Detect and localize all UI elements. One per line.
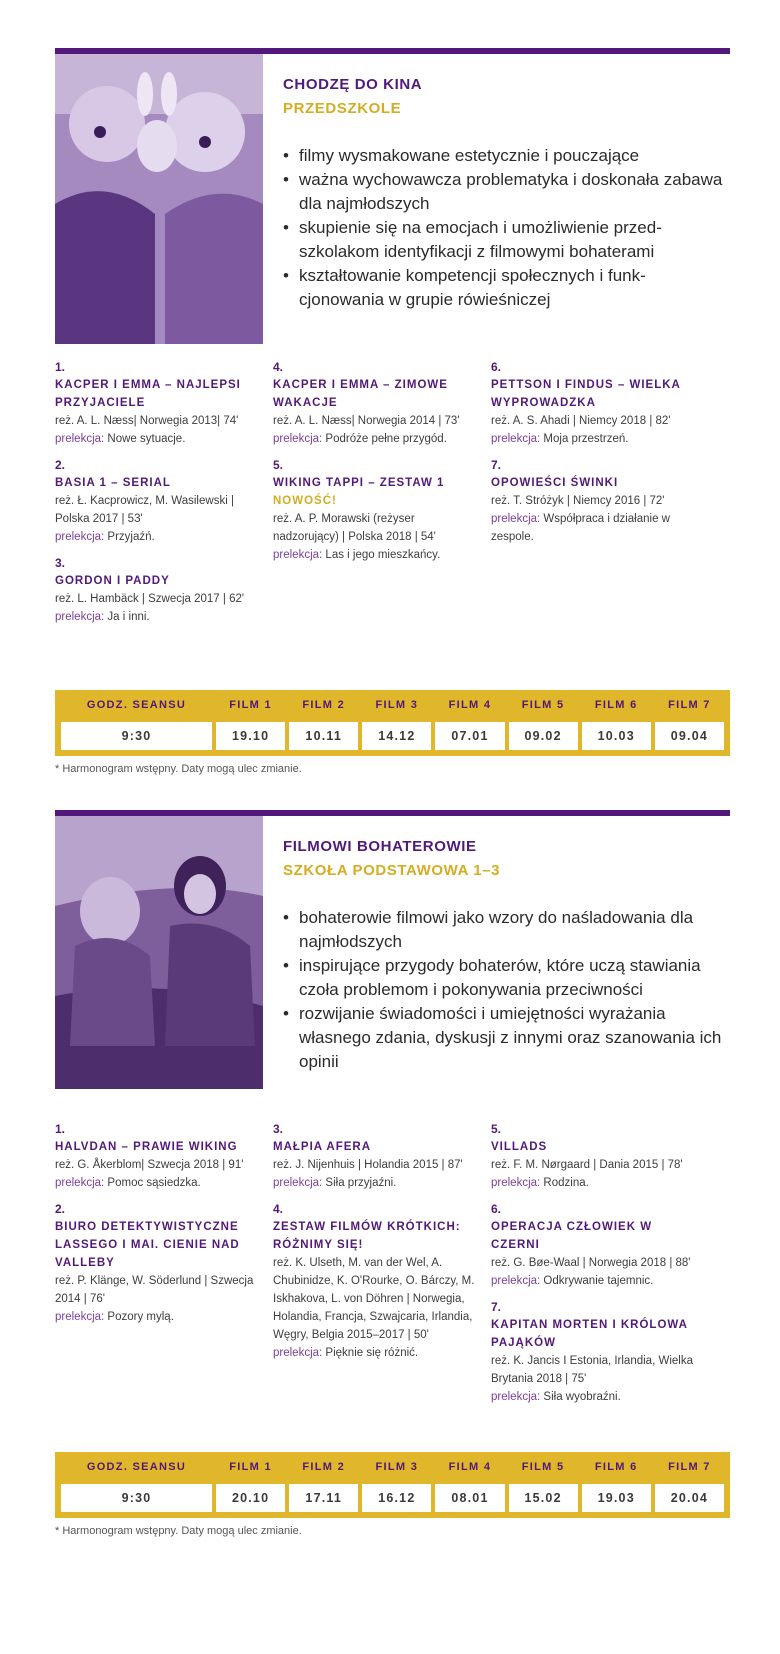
- film-entry: [491, 456, 696, 546]
- prelekcja-label: prelekcja:: [55, 1311, 105, 1323]
- schedule-header: FILM 2: [302, 699, 346, 711]
- film-column-1: [55, 1120, 260, 1334]
- schedule-header: FILM 1: [229, 1461, 272, 1473]
- schedule-cell: 10.03: [580, 720, 653, 752]
- prelekcja-topic: Pięknie się różnić.: [325, 1347, 419, 1359]
- film-credits: reż. A. L. Næss| Norwegia 2014 | 73': [273, 415, 460, 427]
- schedule-cell: 20.04: [653, 1482, 726, 1514]
- schedule-header: FILM 4: [448, 699, 492, 711]
- section-subtitle: PRZEDSZKOLE: [283, 100, 402, 117]
- film-credits: reż. A. P. Morawski (reżyser nadzorujący) | Polska 2018 | 54': [273, 513, 436, 543]
- film-number: 4.: [273, 1202, 284, 1216]
- schedule-header: FILM 5: [521, 699, 565, 711]
- schedule-cell: 17.11: [287, 1482, 360, 1514]
- film-number: 2.: [55, 1202, 66, 1216]
- film-title: KAPITAN MORTEN I KRÓLOWA PAJĄKÓW: [491, 1319, 688, 1349]
- film-number: 2.: [55, 458, 66, 472]
- schedule-cell: 08.01: [433, 1482, 506, 1514]
- film-entry: [273, 358, 478, 448]
- schedule-header: FILM 6: [594, 699, 638, 711]
- prelekcja-topic: Podróże pełne przygód.: [325, 433, 447, 445]
- schedule-header: FILM 7: [668, 699, 711, 711]
- film-title: PETTSON I FINDUS – WIELKA WYPROWADZKA: [491, 379, 681, 409]
- schedule-cell: 10.11: [287, 720, 360, 752]
- prelekcja-label: prelekcja:: [55, 611, 105, 623]
- film-number: 6.: [491, 1202, 502, 1216]
- schedule-header: GODZ. SEANSU: [86, 1461, 187, 1473]
- prelekcja-topic: Ja i inni.: [107, 611, 150, 623]
- film-entry: [273, 1120, 478, 1192]
- prelekcja-topic: Las i jego mieszkańcy.: [325, 549, 441, 561]
- film-title: WIKING TAPPI – ZESTAW 1: [273, 477, 445, 489]
- schedule-table: [55, 1452, 730, 1518]
- film-entry: [55, 554, 260, 626]
- bullet-item: • bohaterowie filmowi jako wzory do naśladowania dla najmłodszych: [283, 906, 723, 954]
- film-number: 3.: [273, 1122, 284, 1136]
- prelekcja-label: prelekcja:: [491, 1391, 541, 1403]
- film-number: 4.: [273, 360, 284, 374]
- schedule-header: FILM 6: [594, 1461, 638, 1473]
- schedule-cell: 07.01: [433, 720, 506, 752]
- schedule-note: * Harmonogram wstępny. Daty mogą ulec zmianie.: [55, 763, 302, 775]
- film-credits: reż. J. Nijenhuis | Holandia 2015 | 87': [273, 1159, 463, 1171]
- schedule-header: FILM 4: [448, 1461, 492, 1473]
- section-bullets: [283, 906, 723, 1074]
- film-credits: reż. K. Ulseth, M. van der Wel, A. Chubinidze, K. O'Rourke, O. Bárczy, M. Iskhakova, L. von Döhren | Norwegia, Holandia, Francja, Szwajcaria, Irlandia, Węgry, Belgia 2015–2017 | 50': [273, 1257, 475, 1341]
- prelekcja-label: prelekcja:: [273, 1177, 323, 1189]
- section-bullets: [283, 144, 723, 312]
- film-credits: reż. G. Bøe-Waal | Norwegia 2018 | 88': [491, 1257, 691, 1269]
- prelekcja-label: prelekcja:: [491, 513, 541, 525]
- film-credits: reż. T. Stróżyk | Niemcy 2016 | 72': [491, 495, 665, 507]
- schedule-value-row: [59, 1482, 726, 1514]
- film-title: VILLADS: [491, 1141, 548, 1153]
- film-entry: [273, 1200, 478, 1362]
- film-title: MAŁPIA AFERA: [273, 1141, 372, 1153]
- prelekcja-topic: Moja przestrzeń.: [543, 433, 629, 445]
- schedule-header: GODZ. SEANSU: [86, 699, 187, 711]
- prelekcja-label: prelekcja:: [273, 433, 323, 445]
- film-entry: [491, 1120, 696, 1192]
- film-number: 5.: [273, 458, 284, 472]
- prelekcja-label: prelekcja:: [55, 531, 105, 543]
- section-subtitle: SZKOŁA PODSTAWOWA 1–3: [283, 862, 501, 879]
- bullet-item: • rozwijanie świadomości i umiejętności wyrażania własnego zdania, dyskusji z innymi oraz szanowania ich opinii: [283, 1002, 723, 1074]
- film-title: KACPER I EMMA – ZIMOWE WAKACJE: [273, 379, 448, 409]
- prelekcja-label: prelekcja:: [491, 1177, 541, 1189]
- schedule-header-row: [59, 1452, 726, 1482]
- film-entry: [491, 358, 696, 448]
- prelekcja-label: prelekcja:: [491, 1275, 541, 1287]
- schedule-cell: 9:30: [59, 1482, 214, 1514]
- film-title: KACPER I EMMA – NAJLEPSI PRZYJACIELE: [55, 379, 241, 409]
- film-entry: [55, 456, 260, 546]
- film-number: 6.: [491, 360, 502, 374]
- prelekcja-topic: Rodzina.: [543, 1177, 589, 1189]
- prelekcja-topic: Odkrywanie tajemnic.: [543, 1275, 654, 1287]
- section-photo-children: [55, 54, 263, 344]
- schedule-cell: 09.04: [653, 720, 726, 752]
- prelekcja-topic: Pozory mylą.: [107, 1311, 174, 1323]
- film-title: OPERACJA CZŁOWIEK W CZERNI: [491, 1221, 653, 1251]
- film-title: OPOWIEŚCI ŚWINKI: [491, 477, 619, 489]
- film-column-3: [491, 1120, 696, 1414]
- film-entry: [273, 456, 478, 564]
- film-credits: reż. L. Hambäck | Szwecja 2017 | 62': [55, 593, 245, 605]
- schedule-cell: 19.03: [580, 1482, 653, 1514]
- prelekcja-label: prelekcja:: [491, 433, 541, 445]
- schedule-cell: 20.10: [214, 1482, 287, 1514]
- film-credits: reż. Ł. Kacprowicz, M. Wasilewski | Polska 2017 | 53': [55, 495, 234, 525]
- schedule-cell: 19.10: [214, 720, 287, 752]
- schedule-cell: 09.02: [507, 720, 580, 752]
- schedule-header: FILM 1: [229, 699, 272, 711]
- film-title: ZESTAW FILMÓW KRÓTKICH: RÓŻNIMY SIĘ!: [273, 1221, 461, 1251]
- prelekcja-topic: Współpraca i działanie w zespole.: [491, 513, 670, 543]
- schedule-header: FILM 3: [375, 699, 419, 711]
- prelekcja-topic: Nowe sytuacje.: [107, 433, 186, 445]
- schedule-table: [55, 690, 730, 756]
- schedule-cell: 16.12: [360, 1482, 433, 1514]
- film-entry: [55, 1200, 260, 1326]
- film-column-2: [273, 358, 478, 572]
- schedule-cell: 15.02: [507, 1482, 580, 1514]
- film-credits: reż. A. S. Ahadi | Niemcy 2018 | 82': [491, 415, 671, 427]
- film-entry: [55, 358, 260, 448]
- film-entry: [491, 1298, 696, 1406]
- section-title: CHODZĘ DO KINA: [283, 76, 423, 93]
- prelekcja-topic: Pomoc sąsiedzka.: [107, 1177, 201, 1189]
- schedule-cell: 9:30: [59, 720, 214, 752]
- prelekcja-label: prelekcja:: [55, 1177, 105, 1189]
- prelekcja-topic: Przyjaźń.: [107, 531, 155, 543]
- new-badge: NOWOŚĆ!: [273, 495, 337, 507]
- film-entry: [55, 1120, 260, 1192]
- prelekcja-topic: Siła wyobraźni.: [543, 1391, 621, 1403]
- film-number: 1.: [55, 1122, 66, 1136]
- film-credits: reż. F. M. Nørgaard | Dania 2015 | 78': [491, 1159, 683, 1171]
- bullet-item: • kształtowanie kompetencji społecznych i funkcjonowania w grupie rówieśniczej: [283, 264, 723, 312]
- film-column-3: [491, 358, 696, 554]
- bullet-item: • inspirujące przygody bohaterów, które uczą stawiania czoła problemom i pokonywania przeciwności: [283, 954, 723, 1002]
- schedule-header: FILM 2: [302, 1461, 346, 1473]
- schedule-header: FILM 3: [375, 1461, 419, 1473]
- prelekcja-label: prelekcja:: [273, 549, 323, 561]
- schedule-value-row: [59, 720, 726, 752]
- schedule-cell: 14.12: [360, 720, 433, 752]
- film-number: 7.: [491, 1300, 502, 1314]
- schedule-header: FILM 7: [668, 1461, 711, 1473]
- prelekcja-label: prelekcja:: [273, 1347, 323, 1359]
- film-title: GORDON I PADDY: [55, 575, 170, 587]
- film-title: BASIA 1 – SERIAL: [55, 477, 171, 489]
- schedule-header: FILM 5: [521, 1461, 565, 1473]
- film-number: 7.: [491, 458, 502, 472]
- prelekcja-label: prelekcja:: [55, 433, 105, 445]
- film-credits: reż. A. L. Næss| Norwegia 2013| 74': [55, 415, 239, 427]
- film-title: HALVDAN – PRAWIE WIKING: [55, 1141, 238, 1153]
- section-title: FILMOWI BOHATEROWIE: [283, 838, 477, 855]
- film-number: 5.: [491, 1122, 502, 1136]
- film-credits: reż. G. Åkerblom| Szwecja 2018 | 91': [55, 1159, 244, 1171]
- bullet-item: • skupienie się na emocjach i umożliwienie przedszkolakom identyfikacji z filmowymi bohaterami: [283, 216, 723, 264]
- film-title: BIURO DETEKTYWISTYCZNE LASSEGO I MAI. CIENIE NAD VALLEBY: [55, 1221, 240, 1269]
- schedule-header-row: [59, 690, 726, 720]
- film-column-2: [273, 1120, 478, 1370]
- film-credits: reż. K. Jancis I Estonia, Irlandia, Wielka Brytania 2018 | 75': [491, 1355, 693, 1385]
- film-entry: [491, 1200, 696, 1290]
- film-number: 3.: [55, 556, 66, 570]
- film-number: 1.: [55, 360, 66, 374]
- film-column-1: [55, 358, 260, 634]
- bullet-item: • filmy wysmakowane estetycznie i pouczające: [283, 144, 723, 168]
- bullet-item: • ważna wychowawcza problematyka i doskonała zabawa dla najmłodszych: [283, 168, 723, 216]
- section-photo-heroes: [55, 816, 263, 1089]
- prelekcja-topic: Siła przyjaźni.: [325, 1177, 397, 1189]
- film-credits: reż. P. Klänge, W. Söderlund | Szwecja 2014 | 76': [55, 1275, 254, 1305]
- schedule-note: * Harmonogram wstępny. Daty mogą ulec zmianie.: [55, 1525, 302, 1537]
